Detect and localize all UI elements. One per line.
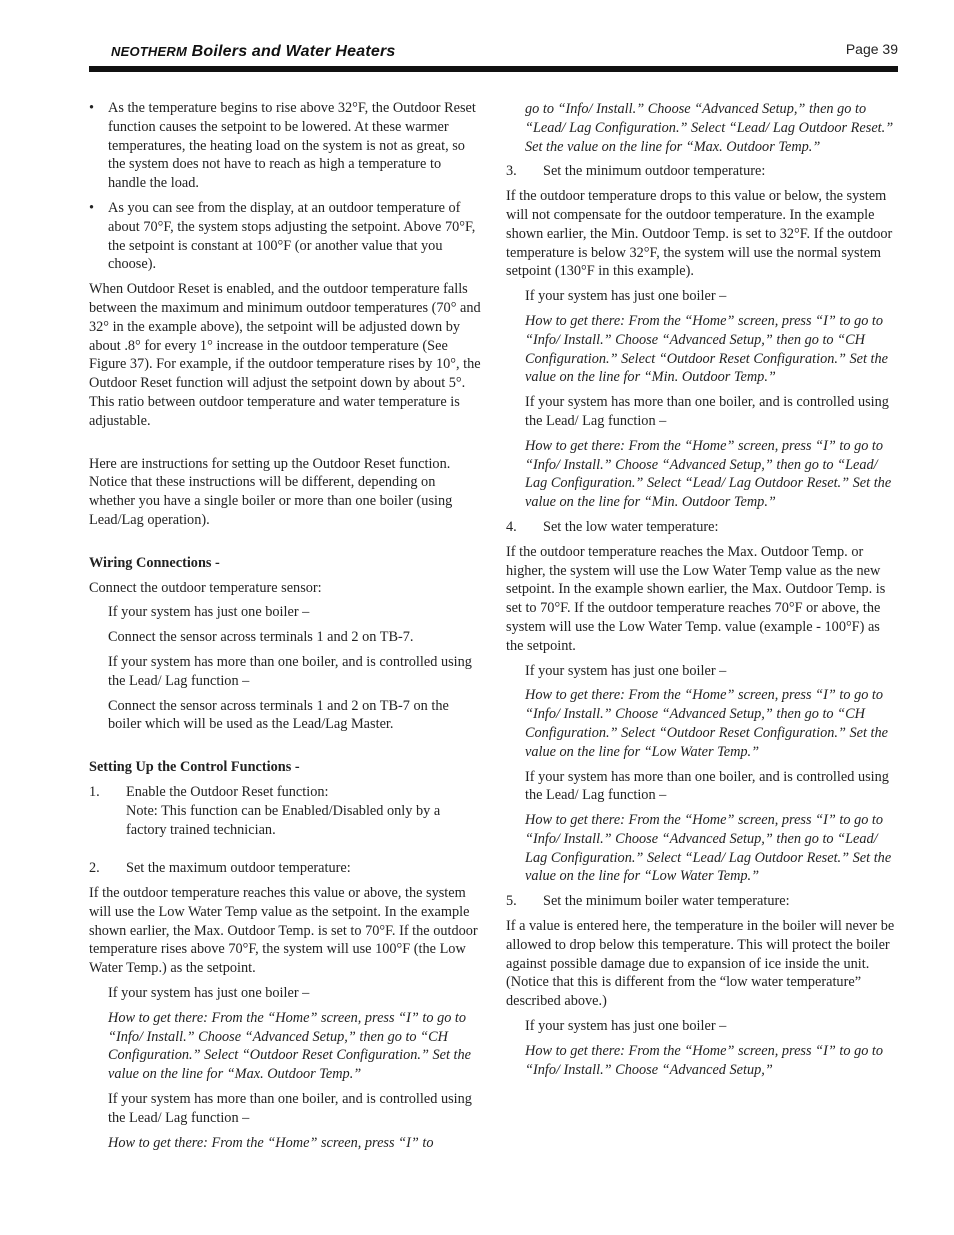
page-number: Page 39 (845, 41, 898, 57)
bullet-icon: • (89, 100, 95, 116)
instruction-italic: How to get there: From the “Home” screen, press “I” to go to “Info/ Install.” Choose “Advanced Setup,” then go to “CH Configuration.” Select “Outdoor Reset Configuration.” Set the value on the line for “Low Water Temp.” (525, 687, 888, 760)
spacer (89, 437, 481, 455)
spacer (89, 536, 481, 554)
indented-text: If your system has more than one boiler, and is controlled using the Lead/ Lag function – (525, 768, 889, 804)
step-number: 1. (89, 783, 100, 800)
paragraph: Connect the outdoor temperature sensor: (89, 579, 322, 596)
instruction-italic: How to get there: From the “Home” screen, press “I” to go to “Info/ Install.” Choose “Advanced Setup,” then go to “Lead/ Lag Configuration.” Select “Lead/ Lag Outdoor Reset.” Set the value on the line for “Low Water Temp.” (525, 812, 892, 885)
header-rule (89, 66, 898, 72)
paragraph: When Outdoor Reset is enabled, and the outdoor temperature falls between the maximum and minimum outdoor temperatures (70° and 32° in the example above), the setpoint will be adjusted down by about .8° for every 1° increase in the outdoor temperature (See Figure 37). For example, if the outdoor temperature rises by 10°, the Outdoor Reset function will adjust the setpoint down by about 5°. This ratio between outdoor temperature and water temperature is adjustable. (89, 281, 481, 429)
spacer (89, 845, 481, 859)
step-text: Set the low water temperature: (543, 518, 719, 535)
indented-text: If your system has more than one boiler, and is controlled using the Lead/ Lag function – (525, 394, 889, 429)
indented-text: If your system has just one boiler – (525, 1018, 727, 1035)
indented-text: If your system has just one boiler – (525, 288, 727, 305)
bullet-text: As you can see from the display, at an outdoor temperature of about 70°F, the system stops adjusting the setpoint. Above 70°F, the setpoint is constant at 100°F (or another value that you choose). (108, 199, 476, 273)
indented-text: If your system has more than one boiler, and is controlled using the Lead/ Lag function – (108, 1091, 472, 1126)
bullet-item (89, 99, 481, 193)
paragraph: If the outdoor temperature reaches the Max. Outdoor Temp. or higher, the system will use the Low Water Temp value as the new setpoint. In the example shown earlier, the Max. Outdoor Temp. is set to 70°F. If the outdoor temperature reaches 70°F or above, the system will use the Low Water Temp. value (example - 100°F) as the setpoint. (506, 543, 886, 654)
brand-rest: Boilers and Water Heaters (187, 43, 396, 60)
step-number: 3. (506, 163, 517, 180)
step-number: 2. (89, 860, 100, 877)
instruction-italic: How to get there: From the “Home” screen, press “I” to go to “Info/ Install.” Choose “Advanced Setup,” (525, 1042, 884, 1078)
instruction-italic: How to get there: From the “Home” screen, press “I” to go to “Info/ Install.” Choose “Advanced Setup,” then go to “CH Configuration.” Select “Outdoor Reset Configuration.” Set the value on the line for “Max. Outdoor Temp.” (108, 1009, 471, 1083)
step-text: Set the minimum boiler water temperature: (543, 893, 790, 910)
indented-text: If your system has just one boiler – (108, 985, 310, 1002)
bullet-icon: • (89, 199, 95, 216)
step-number: 4. (506, 518, 517, 535)
step-text: Enable the Outdoor Reset function: (126, 783, 329, 800)
instruction-italic: How to get there: From the “Home” screen, press “I” to go to “Info/ Install.” Choose “Advanced Setup,” then go to “Lead/ Lag Configuration.” Select “Lead/ Lag Outdoor Reset.” Set the value on the line for “Min. Outdoor Temp.” (525, 437, 892, 511)
paragraph: If the outdoor temperature drops to this value or below, the system will not compensate for the outdoor temperature. In the example shown earlier, the Min. Outdoor Temp. is set to 32°F. If the outdoor temperature is below 32°F, the system will use the normal system setpoint (130°F in this example). (506, 188, 893, 280)
numbered-step (89, 783, 481, 802)
numbered-step (506, 162, 898, 181)
paragraph: If the outdoor temperature reaches this value or above, the system will use the Low Water Temp value as the setpoint. In the example shown earlier, the Max. Outdoor Temp. is set to 70°F. If the outdoor temperature rises above 70°F, the system will use 100°F (the Low Water Temp.) as the setpoint. (89, 885, 478, 977)
numbered-step (506, 892, 898, 911)
step-note-text: Note: This function can be Enabled/Disabled only by a factory trained technician. (126, 802, 441, 838)
step-note (89, 802, 481, 840)
instruction-italic: go to “Info/ Install.” Choose “Advanced Setup,” then go to “Lead/ Lag Configuration.” Select “Lead/ Lag Outdoor Reset.” Set the value on the line for “Max. Outdoor Temp.” (525, 101, 894, 155)
bullet-item (89, 199, 481, 274)
section-heading-setup: Setting Up the Control Functions - (89, 759, 300, 776)
brand-caps: NEOTHERM (111, 44, 187, 59)
paragraph: If a value is entered here, the temperature in the boiler will never be allowed to drop below this temperature. This will protect the boiler against possible damage due to expansion of ice inside the unit. (Notice that this is different from the “low water temperature” described above.) (506, 918, 895, 1010)
spacer (89, 740, 481, 758)
instruction-italic: How to get there: From the “Home” screen, press “I” to go to “Info/ Install.” Choose “Advanced Setup,” then go to “CH Configuration.” Select “Outdoor Reset Configuration.” Set the value on the line for “Min. Outdoor Temp.” (525, 312, 888, 386)
left-column (89, 99, 481, 1158)
brand-title (111, 43, 396, 61)
instruction-italic: How to get there: From the “Home” screen, press “I” to (108, 1134, 434, 1151)
step-text: Set the minimum outdoor temperature: (543, 163, 766, 180)
indented-text: If your system has just one boiler – (525, 662, 727, 679)
page-header (89, 40, 898, 66)
numbered-step (506, 518, 898, 537)
right-column (506, 100, 898, 1085)
numbered-step (89, 859, 481, 878)
indented-text: If your system has just one boiler – (108, 604, 310, 621)
indented-text: Connect the sensor across terminals 1 and 2 on TB-7 on the boiler which will be used as the Lead/Lag Master. (108, 697, 449, 733)
indented-text: Connect the sensor across terminals 1 and 2 on TB-7. (108, 629, 414, 646)
indented-text: If your system has more than one boiler, and is controlled using the Lead/ Lag function – (108, 653, 472, 689)
step-text: Set the maximum outdoor temperature: (126, 860, 351, 877)
step-number: 5. (506, 893, 517, 910)
section-heading-wiring: Wiring Connections - (89, 554, 220, 571)
bullet-text: As the temperature begins to rise above 32°F, the Outdoor Reset function causes the setpoint to be lowered. At these warmer temperatures, the heating load on the system is not as great, so the system does not have to reach as high a temperature to handle the load. (108, 100, 476, 192)
paragraph: Here are instructions for setting up the Outdoor Reset function. Notice that these instructions will be different, depending on whether you have a single boiler or more than one boiler (using Lead/Lag operation). (89, 455, 453, 528)
